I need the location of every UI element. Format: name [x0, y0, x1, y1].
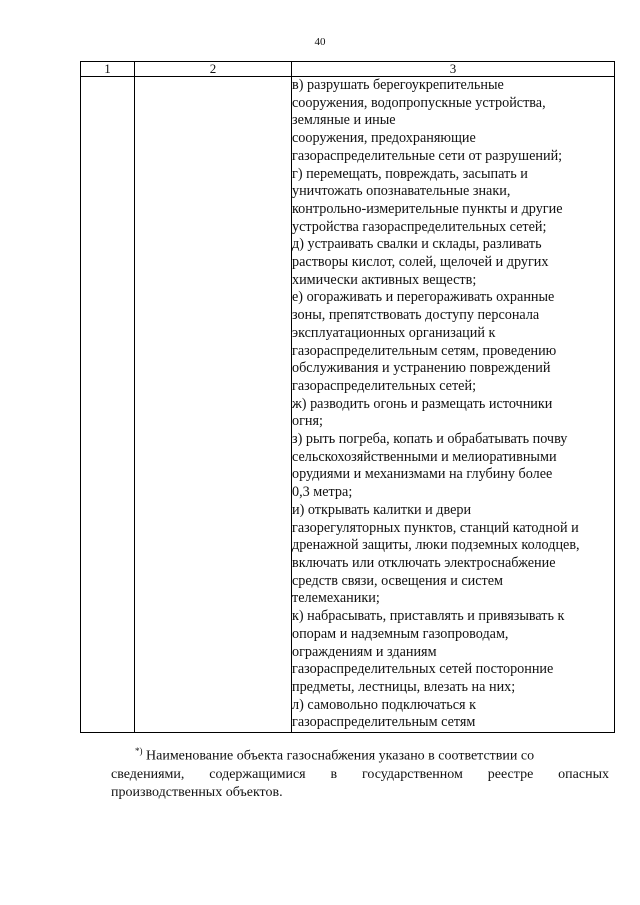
table-header-row [81, 62, 615, 77]
table-text-line: газораспределительным сетям, проведению [292, 342, 557, 359]
table-text-line: и) открывать калитки и двери [292, 501, 472, 518]
footnote-marker: *) [135, 746, 143, 756]
table-body-row [81, 77, 615, 733]
table-text-line: ограждениям и зданиям [292, 643, 437, 660]
table-text-line: г) перемещать, повреждать, засыпать и [292, 165, 528, 182]
table-text-line: газораспределительные сети от разрушений; [292, 147, 563, 164]
table-text-line: газораспределительным сетям [292, 714, 476, 731]
table-text-line: телемеханики; [292, 590, 380, 607]
table-text-line: сооружения, предохраняющие [292, 130, 476, 147]
table-text-line: земляные и иные [292, 112, 396, 129]
column-2-cell [135, 77, 292, 733]
regulation-table [80, 61, 615, 733]
column-header-2: 2 [135, 62, 292, 77]
table-text-line: химически активных веществ; [292, 271, 477, 288]
table-text-line: к) набрасывать, приставлять и привязывать к [292, 608, 565, 625]
table-text-line: устройства газораспределительных сетей; [292, 218, 547, 235]
footnote-line-3: производственных объектов. [111, 784, 283, 800]
table-text-line: зоны, препятствовать доступу персонала [292, 307, 540, 324]
table-text-line: обслуживания и устранению повреждений [292, 360, 551, 377]
table-text-line: сооружения, водопропускные устройства, [292, 94, 546, 111]
table-text-line: газораспределительных сетей посторонние [292, 661, 554, 678]
table-text-line: в) разрушать берегоукрепительные [292, 77, 504, 93]
table-text-line: д) устраивать свалки и склады, разливать [292, 236, 542, 253]
table-text-line: эксплуатационных организаций к [292, 324, 496, 341]
footnote-line-2: сведениями, содержащимися в государственном реестре опасных [111, 766, 609, 782]
table-text-line: сельскохозяйственными и мелиоративными [292, 448, 557, 465]
table-text-line: е) огораживать и перегораживать охранные [292, 289, 555, 306]
footnote [111, 742, 609, 802]
table-text-line: средств связи, освещения и систем [292, 572, 504, 589]
footnote-line-1 [111, 742, 609, 766]
column-header-1: 1 [81, 62, 135, 77]
table-text-line: включать или отключать электроснабжение [292, 554, 556, 571]
table-text-line: контрольно-измерительные пункты и другие [292, 200, 563, 217]
footnote-text-1: Наименование объекта газоснабжения указано в соответствии со [146, 748, 535, 764]
table-text-line: л) самовольно подключаться к [292, 696, 477, 713]
table-text-line: опорам и надземным газопроводам, [292, 625, 509, 642]
table-text-line: дренажной защиты, люки подземных колодцев, [292, 537, 580, 554]
table-text-line: з) рыть погреба, копать и обрабатывать почву [292, 431, 568, 448]
page-number: 40 [314, 36, 326, 48]
table-text-line: уничтожать опознавательные знаки, [292, 183, 511, 200]
table-text-line: предметы, лестницы, влезать на них; [292, 678, 516, 695]
table-text-line: газорегуляторных пунктов, станций катодной и [292, 519, 579, 536]
column-1-cell [81, 77, 135, 733]
column-3-cell [292, 77, 615, 733]
table-text-line: 0,3 метра; [292, 484, 353, 501]
table-text-line: ж) разводить огонь и размещать источники [292, 395, 553, 412]
column-3-text [292, 77, 614, 732]
table-text-line: орудиями и механизмами на глубину более [292, 466, 553, 483]
table-text-line: огня; [292, 413, 323, 430]
table-text-line: газораспределительных сетей; [292, 377, 477, 394]
column-header-3: 3 [292, 62, 615, 77]
table-text-line: растворы кислот, солей, щелочей и других [292, 254, 549, 271]
